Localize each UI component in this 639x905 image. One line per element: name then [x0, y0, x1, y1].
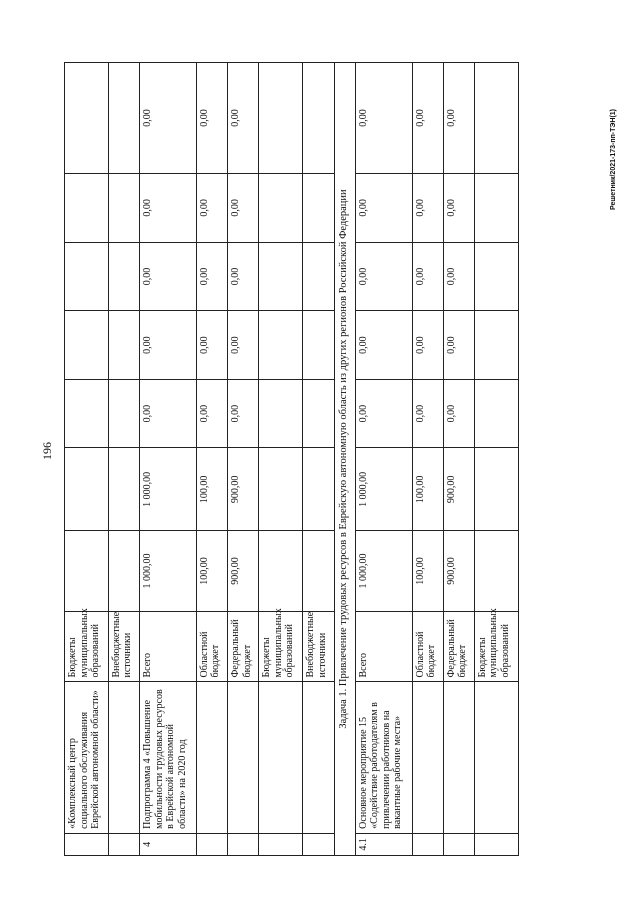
row-number-cell: [412, 833, 443, 855]
name-cell: Основное мероприятие 15 «Содействие работодателям в привлечении работников на вакантные рабочие места»: [355, 682, 412, 833]
page-number: 196: [40, 442, 54, 460]
table-row: [228, 63, 259, 856]
value-cell: 900,00: [443, 531, 474, 612]
value-cell: 0,00: [196, 311, 227, 380]
value-cell: [108, 63, 139, 174]
value-cell: [303, 448, 334, 531]
value-cell: [259, 242, 303, 311]
value-cell: [108, 379, 139, 448]
value-cell: 0,00: [412, 379, 443, 448]
value-cell: 1 000,00: [355, 448, 412, 531]
value-cell: 0,00: [228, 311, 259, 380]
value-cell: 1 000,00: [140, 531, 197, 612]
value-cell: 0,00: [443, 311, 474, 380]
value-cell: [65, 63, 109, 174]
name-cell: [412, 682, 443, 833]
value-cell: [65, 242, 109, 311]
value-cell: [474, 448, 518, 531]
name-cell: [228, 682, 259, 833]
value-cell: 1 000,00: [140, 448, 197, 531]
value-cell: 900,00: [228, 531, 259, 612]
value-cell: 0,00: [140, 311, 197, 380]
source-cell: Областной бюджет: [412, 611, 443, 682]
value-cell: [65, 379, 109, 448]
row-number-cell: [65, 833, 109, 855]
row-number-cell: [474, 833, 518, 855]
name-cell: [259, 682, 303, 833]
value-cell: [474, 311, 518, 380]
value-cell: 100,00: [196, 531, 227, 612]
value-cell: 0,00: [140, 242, 197, 311]
value-cell: [303, 63, 334, 174]
value-cell: [474, 63, 518, 174]
row-number-cell: [108, 833, 139, 855]
rotated-table-wrapper: [64, 62, 519, 856]
name-cell: [303, 682, 334, 833]
value-cell: 0,00: [228, 379, 259, 448]
value-cell: [303, 379, 334, 448]
row-number-cell: [443, 833, 474, 855]
table-row: [65, 63, 109, 856]
table-row: [259, 63, 303, 856]
document-side-id: Решетник/2021-173-пп-ТЭН(1): [610, 109, 617, 210]
value-cell: [303, 311, 334, 380]
source-cell: Бюджеты муниципальных образований: [474, 611, 518, 682]
table-row: [355, 63, 412, 856]
value-cell: [65, 448, 109, 531]
value-cell: 0,00: [196, 174, 227, 243]
value-cell: 0,00: [228, 242, 259, 311]
value-cell: 0,00: [228, 63, 259, 174]
value-cell: 0,00: [443, 63, 474, 174]
source-cell: Бюджеты муниципальных образований: [65, 611, 109, 682]
value-cell: [259, 174, 303, 243]
task-band: Задача 1. Привлечение трудовых ресурсов в Еврейскую автономную область из других регионов Российской Федерации: [334, 63, 355, 856]
value-cell: [259, 531, 303, 612]
value-cell: 0,00: [355, 242, 412, 311]
value-cell: [108, 311, 139, 380]
value-cell: 0,00: [412, 63, 443, 174]
value-cell: [65, 531, 109, 612]
task-row: [334, 63, 355, 856]
value-cell: 0,00: [412, 174, 443, 243]
name-cell: [108, 682, 139, 833]
source-cell: Всего: [140, 611, 197, 682]
value-cell: [474, 242, 518, 311]
value-cell: [108, 174, 139, 243]
value-cell: 0,00: [196, 63, 227, 174]
funding-table: [64, 62, 519, 856]
value-cell: [259, 63, 303, 174]
value-cell: [303, 174, 334, 243]
value-cell: [259, 448, 303, 531]
value-cell: [108, 448, 139, 531]
value-cell: 0,00: [140, 174, 197, 243]
value-cell: 0,00: [140, 379, 197, 448]
name-cell: [196, 682, 227, 833]
table-row: [140, 63, 197, 856]
value-cell: 0,00: [355, 63, 412, 174]
value-cell: 0,00: [443, 379, 474, 448]
value-cell: [108, 242, 139, 311]
table-row: [108, 63, 139, 856]
value-cell: 100,00: [412, 448, 443, 531]
table-row: [443, 63, 474, 856]
row-number-cell: [259, 833, 303, 855]
value-cell: [303, 242, 334, 311]
value-cell: [65, 311, 109, 380]
value-cell: 0,00: [355, 174, 412, 243]
value-cell: [65, 174, 109, 243]
value-cell: 100,00: [196, 448, 227, 531]
table-row: [196, 63, 227, 856]
value-cell: 0,00: [412, 311, 443, 380]
source-cell: Бюджеты муниципальных образований: [259, 611, 303, 682]
value-cell: 900,00: [443, 448, 474, 531]
value-cell: 0,00: [140, 63, 197, 174]
name-cell: [474, 682, 518, 833]
value-cell: [108, 531, 139, 612]
value-cell: [259, 311, 303, 380]
source-cell: Всего: [355, 611, 412, 682]
table-row: [474, 63, 518, 856]
row-number-cell: [303, 833, 334, 855]
source-cell: Федеральный бюджет: [443, 611, 474, 682]
row-number-cell: 4.1: [355, 833, 412, 855]
value-cell: 0,00: [196, 379, 227, 448]
name-cell: Подпрограмма 4 «Повышение мобильности трудовых ресурсов в Еврейской автономной области» на 2020 год: [140, 682, 197, 833]
row-number-cell: [196, 833, 227, 855]
name-cell: [443, 682, 474, 833]
value-cell: [474, 531, 518, 612]
table-row: [412, 63, 443, 856]
value-cell: [303, 531, 334, 612]
value-cell: 1 000,00: [355, 531, 412, 612]
row-number-cell: 4: [140, 833, 197, 855]
value-cell: 900,00: [228, 448, 259, 531]
source-cell: Федеральный бюджет: [228, 611, 259, 682]
value-cell: 0,00: [355, 379, 412, 448]
value-cell: 0,00: [196, 242, 227, 311]
value-cell: [474, 174, 518, 243]
row-number-cell: [228, 833, 259, 855]
value-cell: 0,00: [412, 242, 443, 311]
source-cell: Внебюджетные источники: [108, 611, 139, 682]
value-cell: [259, 379, 303, 448]
value-cell: 0,00: [228, 174, 259, 243]
name-cell: «Комплексный центр социального обслуживания Еврейской автономной области»: [65, 682, 109, 833]
table-row: [303, 63, 334, 856]
value-cell: 100,00: [412, 531, 443, 612]
value-cell: 0,00: [443, 174, 474, 243]
source-cell: Областной бюджет: [196, 611, 227, 682]
value-cell: [474, 379, 518, 448]
value-cell: 0,00: [443, 242, 474, 311]
value-cell: 0,00: [355, 311, 412, 380]
source-cell: Внебюджетные источники: [303, 611, 334, 682]
